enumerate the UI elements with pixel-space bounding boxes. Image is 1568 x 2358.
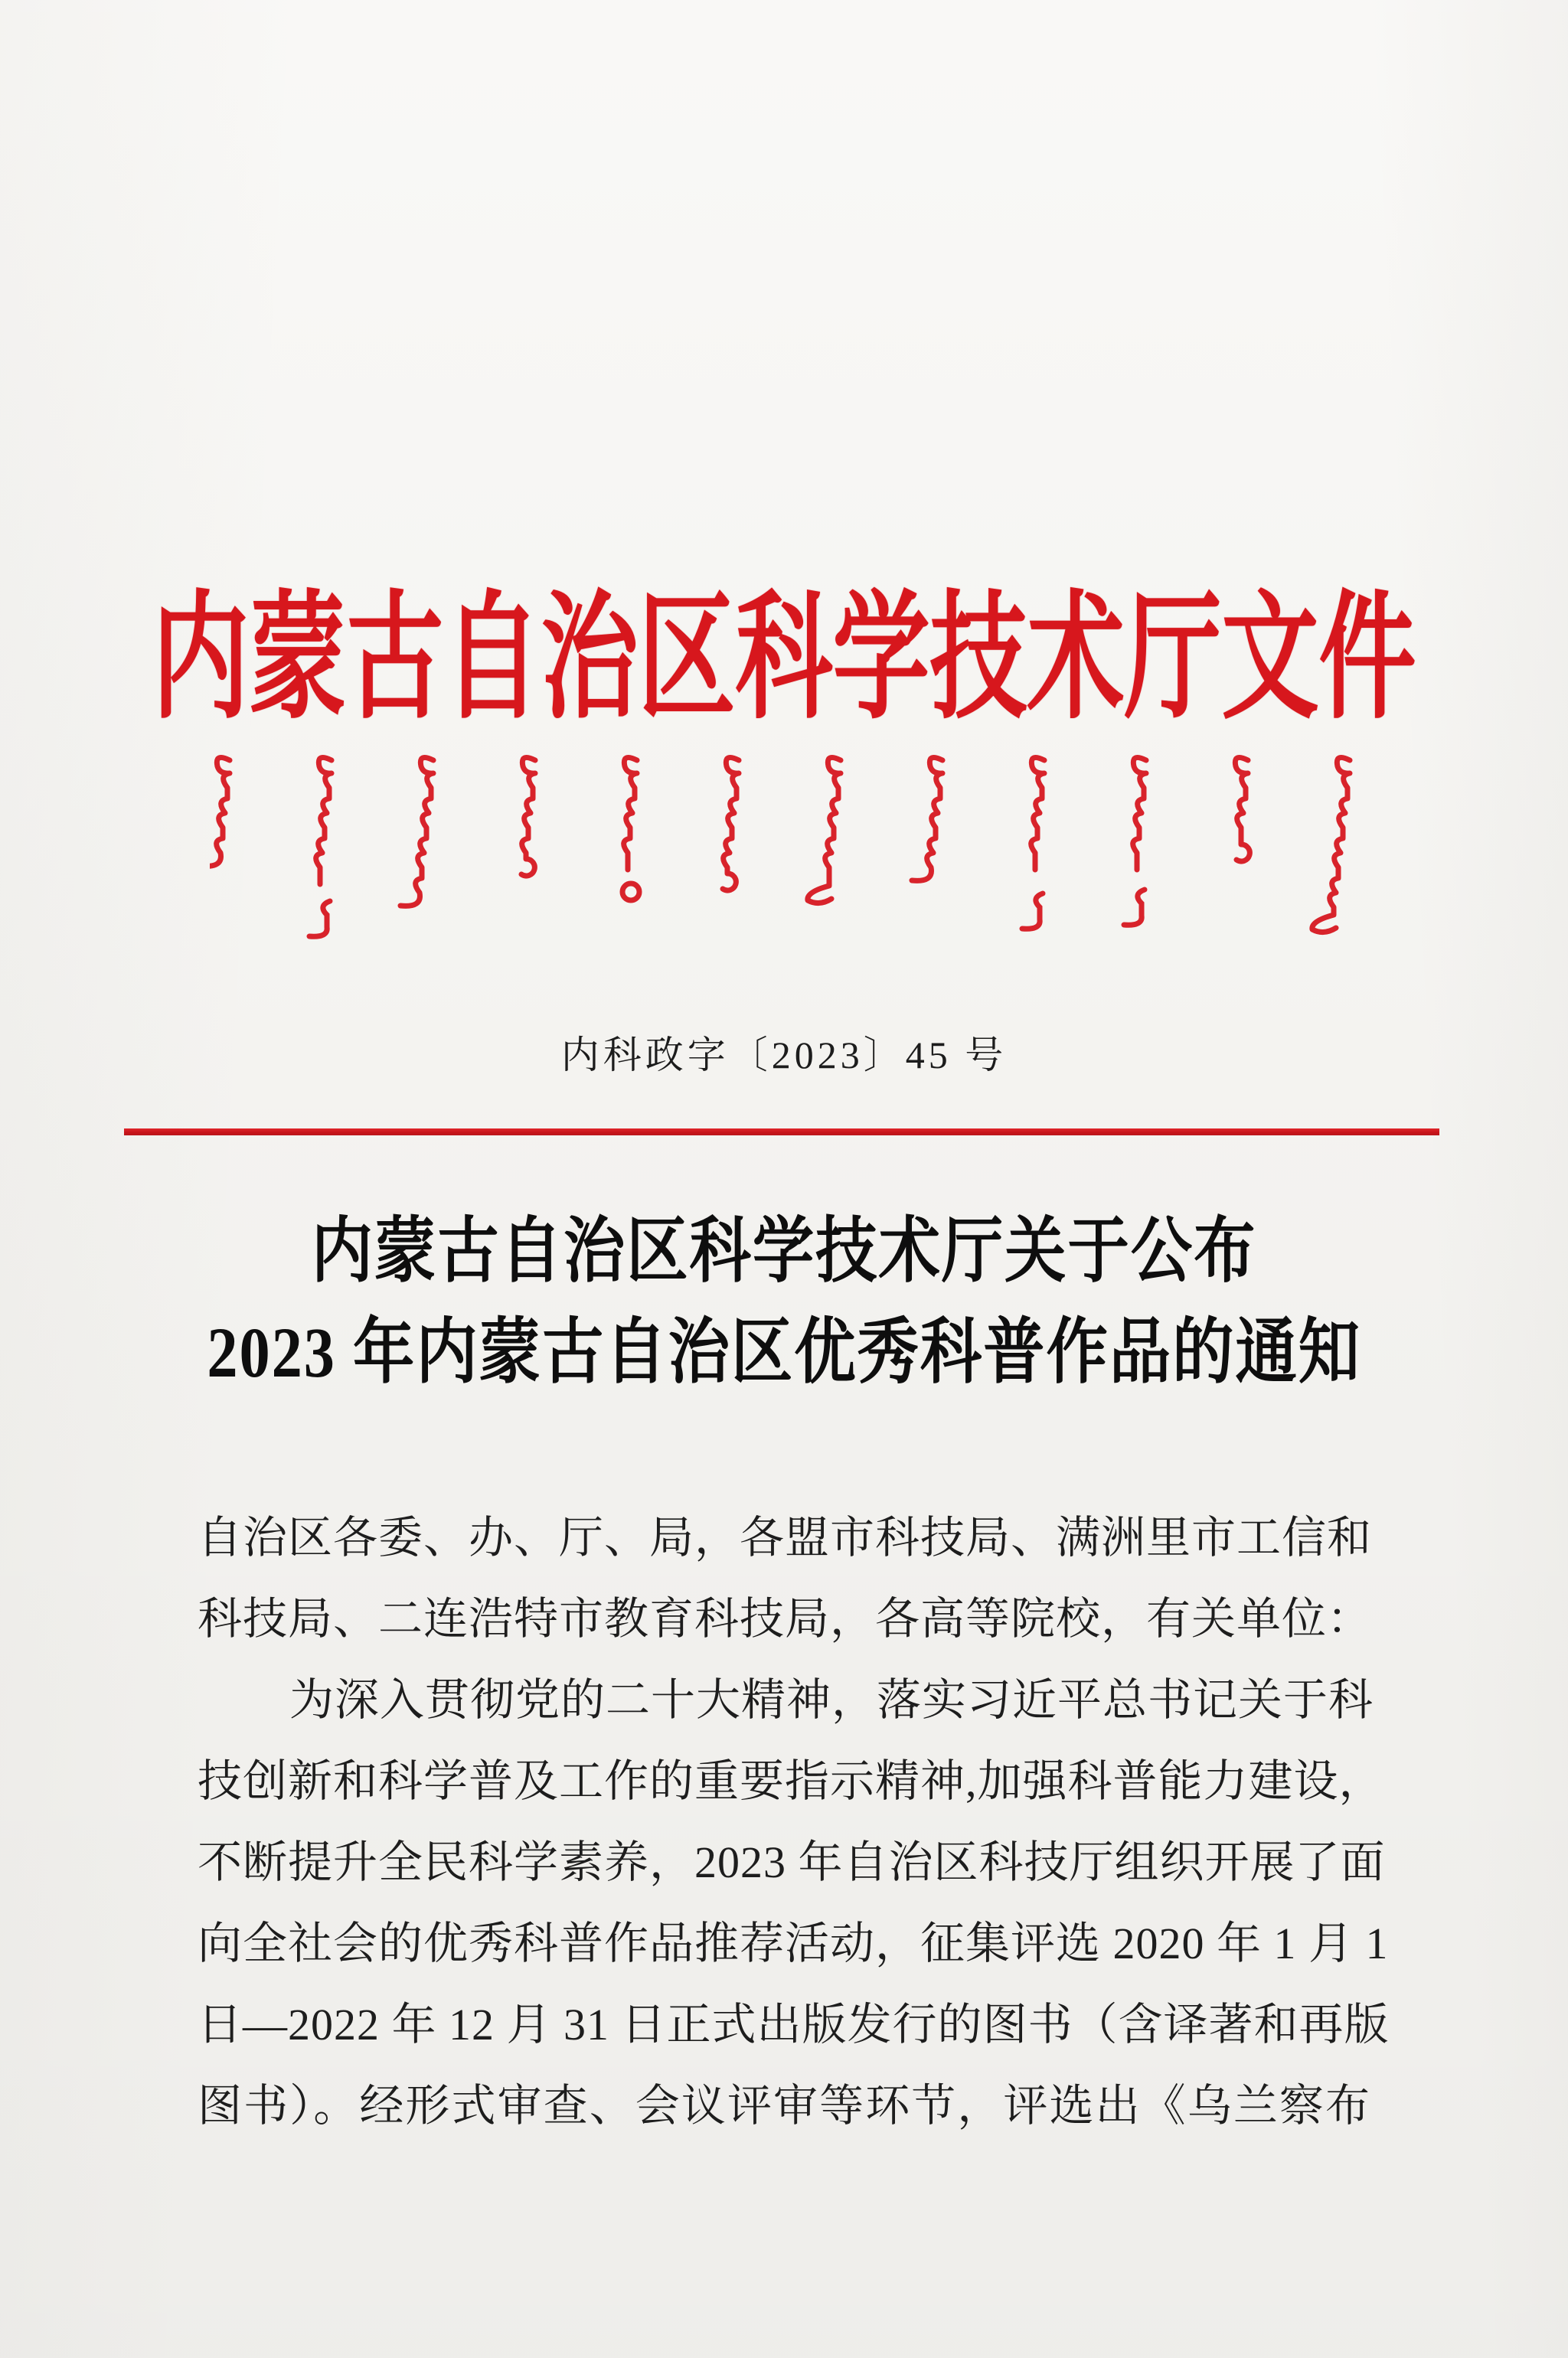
red-header-title: 内蒙古自治区科学技术厅文件 xyxy=(152,583,1416,736)
body-line: 向全社会的优秀科普作品推荐活动，征集评选 2020 年 1 月 1 xyxy=(198,1919,1389,1968)
body-line: 为深入贯彻党的二十大精神，落实习近平总书记关于科 xyxy=(289,1675,1374,1725)
body-line: 图书）。经形式审查、会议评审等环节，评选出《乌兰察布 xyxy=(198,2081,1370,2131)
document-title-line1 xyxy=(0,1200,1568,1290)
document-body xyxy=(198,1497,1390,2147)
body-line: 自治区各委、办、厅、局，各盟市科技局、满洲里市工信和 xyxy=(198,1513,1373,1563)
document-number: 内科政字〔2023〕45 号 xyxy=(560,1034,1008,1076)
body-line: 技创新和科学普及工作的重要指示精神,加强科普能力建设， xyxy=(198,1756,1384,1806)
document-title-line2 xyxy=(0,1301,1568,1391)
red-divider-line xyxy=(124,1128,1439,1135)
mongolian-script-block xyxy=(210,753,1358,950)
body-line: 日—2022 年 12 月 31 日正式出版发行的图书（含译著和再版 xyxy=(198,2000,1390,2049)
document-title-line1-text: 内蒙古自治区科学技术厅关于公布 xyxy=(311,1211,1257,1292)
body-line: 不断提升全民科学素养，2023 年自治区科技厅组织开展了面 xyxy=(198,1837,1386,1887)
body-line: 科技局、二连浩特市教育科技局，各高等院校，有关单位： xyxy=(198,1594,1373,1644)
mongolian-script-icon xyxy=(210,753,1358,950)
document-title-line2-text: 2023 年内蒙古自治区优秀科普作品的通知 xyxy=(207,1312,1361,1393)
